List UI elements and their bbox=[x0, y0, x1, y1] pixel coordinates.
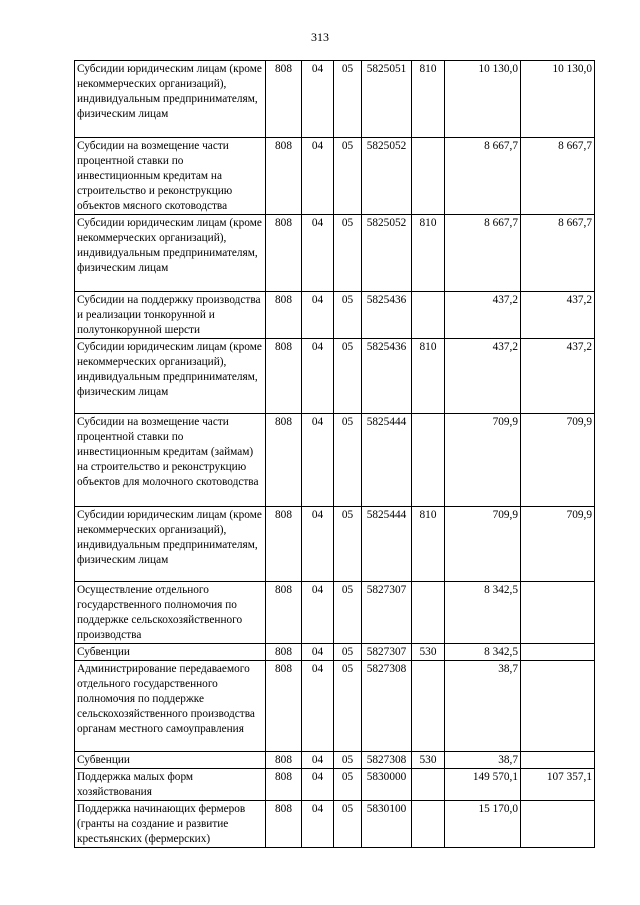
ministry-code: 808 bbox=[266, 507, 302, 582]
ministry-code: 808 bbox=[266, 138, 302, 215]
ministry-code: 808 bbox=[266, 644, 302, 661]
sum-1: 8 342,5 bbox=[445, 582, 521, 644]
ministry-code: 808 bbox=[266, 215, 302, 292]
section-code: 04 bbox=[302, 582, 334, 644]
sum-2: 8 667,7 bbox=[521, 215, 595, 292]
sum-2 bbox=[521, 752, 595, 769]
section-code: 04 bbox=[302, 801, 334, 848]
sum-2 bbox=[521, 644, 595, 661]
subsection-code: 05 bbox=[334, 414, 362, 507]
sum-2: 10 130,0 bbox=[521, 61, 595, 138]
target-code: 5825436 bbox=[362, 292, 412, 339]
subsection-code: 05 bbox=[334, 339, 362, 414]
table-row bbox=[75, 644, 595, 661]
target-code: 5825052 bbox=[362, 215, 412, 292]
section-code: 04 bbox=[302, 752, 334, 769]
type-code bbox=[412, 582, 445, 644]
sum-2: 709,9 bbox=[521, 507, 595, 582]
row-name: Субвенции bbox=[75, 752, 266, 769]
section-code: 04 bbox=[302, 661, 334, 752]
target-code: 5827307 bbox=[362, 644, 412, 661]
table-row bbox=[75, 414, 595, 507]
sum-2 bbox=[521, 582, 595, 644]
row-name: Администрирование передаваемого отдельного государственного полномочия по поддержке сельскохозяйственного производства органам местного самоуправления bbox=[75, 661, 266, 752]
section-code: 04 bbox=[302, 414, 334, 507]
section-code: 04 bbox=[302, 292, 334, 339]
table-row bbox=[75, 339, 595, 414]
type-code bbox=[412, 414, 445, 507]
sum-2: 8 667,7 bbox=[521, 138, 595, 215]
table-row bbox=[75, 752, 595, 769]
ministry-code: 808 bbox=[266, 752, 302, 769]
sum-1: 38,7 bbox=[445, 752, 521, 769]
subsection-code: 05 bbox=[334, 215, 362, 292]
type-code bbox=[412, 801, 445, 848]
target-code: 5825051 bbox=[362, 61, 412, 138]
subsection-code: 05 bbox=[334, 292, 362, 339]
type-code: 810 bbox=[412, 61, 445, 138]
section-code: 04 bbox=[302, 138, 334, 215]
row-name: Субсидии юридическим лицам (кроме некоммерческих организаций), индивидуальным предпринимателям, физическим лицам bbox=[75, 507, 266, 582]
target-code: 5827307 bbox=[362, 582, 412, 644]
type-code bbox=[412, 138, 445, 215]
sum-1: 38,7 bbox=[445, 661, 521, 752]
type-code: 810 bbox=[412, 339, 445, 414]
target-code: 5825444 bbox=[362, 414, 412, 507]
ministry-code: 808 bbox=[266, 582, 302, 644]
table-body bbox=[75, 61, 595, 848]
row-name: Субсидии на возмещение части процентной ставки по инвестиционным кредитам на строительство и реконструкцию объектов мясного скотоводства bbox=[75, 138, 266, 215]
section-code: 04 bbox=[302, 339, 334, 414]
type-code bbox=[412, 661, 445, 752]
ministry-code: 808 bbox=[266, 61, 302, 138]
row-name: Субсидии юридическим лицам (кроме некоммерческих организаций), индивидуальным предпринимателям, физическим лицам bbox=[75, 215, 266, 292]
subsection-code: 05 bbox=[334, 769, 362, 801]
sum-2: 437,2 bbox=[521, 339, 595, 414]
row-name: Субсидии на поддержку производства и реализации тонкорунной и полутонкорунной шерсти bbox=[75, 292, 266, 339]
table-row bbox=[75, 61, 595, 138]
sum-2: 709,9 bbox=[521, 414, 595, 507]
subsection-code: 05 bbox=[334, 138, 362, 215]
row-name: Осуществление отдельного государственного полномочия по поддержке сельскохозяйственного производства bbox=[75, 582, 266, 644]
section-code: 04 bbox=[302, 215, 334, 292]
subsection-code: 05 bbox=[334, 644, 362, 661]
row-name: Поддержка малых форм хозяйствования bbox=[75, 769, 266, 801]
target-code: 5827308 bbox=[362, 752, 412, 769]
table-row bbox=[75, 507, 595, 582]
table-row bbox=[75, 215, 595, 292]
table-row bbox=[75, 582, 595, 644]
table-row bbox=[75, 801, 595, 848]
sum-2: 107 357,1 bbox=[521, 769, 595, 801]
sum-1: 10 130,0 bbox=[445, 61, 521, 138]
row-name: Субсидии на возмещение части процентной ставки по инвестиционным кредитам (займам) на строительство и реконструкцию объектов для молочного скотоводства bbox=[75, 414, 266, 507]
ministry-code: 808 bbox=[266, 414, 302, 507]
sum-1: 15 170,0 bbox=[445, 801, 521, 848]
type-code: 530 bbox=[412, 644, 445, 661]
row-name: Субсидии юридическим лицам (кроме некоммерческих организаций), индивидуальным предпринимателям, физическим лицам bbox=[75, 61, 266, 138]
type-code bbox=[412, 769, 445, 801]
subsection-code: 05 bbox=[334, 61, 362, 138]
table-row bbox=[75, 292, 595, 339]
ministry-code: 808 bbox=[266, 292, 302, 339]
table-row bbox=[75, 769, 595, 801]
sum-2 bbox=[521, 801, 595, 848]
target-code: 5830000 bbox=[362, 769, 412, 801]
table-row bbox=[75, 661, 595, 752]
page-number: 313 bbox=[311, 30, 329, 44]
ministry-code: 808 bbox=[266, 769, 302, 801]
subsection-code: 05 bbox=[334, 661, 362, 752]
subsection-code: 05 bbox=[334, 507, 362, 582]
sum-2 bbox=[521, 661, 595, 752]
target-code: 5825436 bbox=[362, 339, 412, 414]
budget-table bbox=[74, 60, 595, 848]
sum-2: 437,2 bbox=[521, 292, 595, 339]
subsection-code: 05 bbox=[334, 582, 362, 644]
sum-1: 437,2 bbox=[445, 292, 521, 339]
sum-1: 437,2 bbox=[445, 339, 521, 414]
ministry-code: 808 bbox=[266, 339, 302, 414]
type-code: 530 bbox=[412, 752, 445, 769]
table-row bbox=[75, 138, 595, 215]
ministry-code: 808 bbox=[266, 661, 302, 752]
sum-1: 149 570,1 bbox=[445, 769, 521, 801]
row-name: Поддержка начинающих фермеров (гранты на создание и развитие крестьянских (фермерских) bbox=[75, 801, 266, 848]
section-code: 04 bbox=[302, 769, 334, 801]
row-name: Субвенции bbox=[75, 644, 266, 661]
target-code: 5825052 bbox=[362, 138, 412, 215]
ministry-code: 808 bbox=[266, 801, 302, 848]
subsection-code: 05 bbox=[334, 752, 362, 769]
sum-1: 709,9 bbox=[445, 507, 521, 582]
sum-1: 8 667,7 bbox=[445, 215, 521, 292]
target-code: 5830100 bbox=[362, 801, 412, 848]
row-name: Субсидии юридическим лицам (кроме некоммерческих организаций), индивидуальным предпринимателям, физическим лицам bbox=[75, 339, 266, 414]
subsection-code: 05 bbox=[334, 801, 362, 848]
sum-1: 709,9 bbox=[445, 414, 521, 507]
target-code: 5827308 bbox=[362, 661, 412, 752]
type-code bbox=[412, 292, 445, 339]
section-code: 04 bbox=[302, 507, 334, 582]
sum-1: 8 667,7 bbox=[445, 138, 521, 215]
target-code: 5825444 bbox=[362, 507, 412, 582]
type-code: 810 bbox=[412, 215, 445, 292]
section-code: 04 bbox=[302, 61, 334, 138]
section-code: 04 bbox=[302, 644, 334, 661]
sum-1: 8 342,5 bbox=[445, 644, 521, 661]
type-code: 810 bbox=[412, 507, 445, 582]
